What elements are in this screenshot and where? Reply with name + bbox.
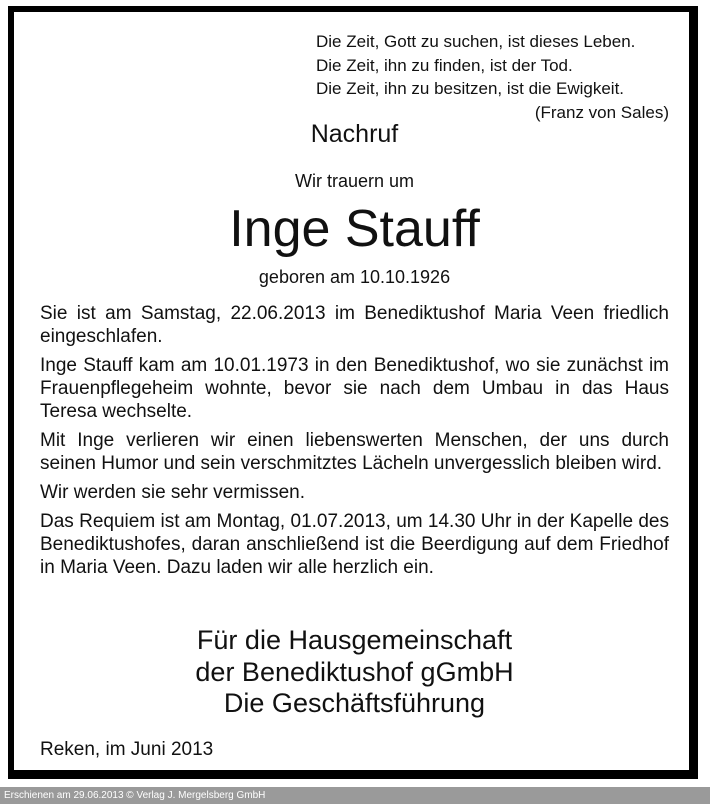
signature-block bbox=[40, 625, 669, 720]
paragraph: Mit Inge verlieren wir einen liebenswerten Menschen, der uns durch seinen Humor und sein verschmitztes Lächeln unvergesslich bleiben wird. bbox=[40, 430, 669, 474]
obituary-body bbox=[40, 302, 669, 585]
signature-line: Für die Hausgemeinschaft bbox=[196, 625, 513, 655]
epigraph-quote bbox=[316, 30, 669, 124]
quote-source: (Franz von Sales) bbox=[534, 102, 669, 122]
paragraph: Sie ist am Samstag, 22.06.2013 im Benediktushof Maria Veen friedlich eingeschlafen. bbox=[40, 303, 669, 347]
publication-footer: Erschienen am 29.06.2013 © Verlag J. Mergelsberg GmbH bbox=[0, 787, 710, 804]
quote-line: Die Zeit, Gott zu suchen, ist dieses Leben. bbox=[316, 32, 636, 51]
intro-text: Wir trauern um bbox=[294, 171, 415, 191]
heading: Nachruf bbox=[310, 120, 399, 148]
signature-line: Die Geschäftsführung bbox=[223, 688, 486, 718]
deceased-name: Inge Stauff bbox=[229, 200, 480, 258]
paragraph: Das Requiem ist am Montag, 01.07.2013, um 14.30 Uhr in der Kapelle des Benediktushofes, daran anschließend ist die Beerdigung auf dem Friedhof in Maria Veen. Dazu laden wir alle herzlich ein. bbox=[40, 511, 669, 578]
birth-date: geboren am 10.10.1926 bbox=[258, 267, 451, 287]
paragraph: Wir werden sie sehr vermissen. bbox=[40, 482, 306, 503]
signature-line: der Benediktushof gGmbH bbox=[195, 656, 514, 687]
quote-line: Die Zeit, ihn zu besitzen, ist die Ewigkeit. bbox=[316, 79, 625, 98]
place-date: Reken, im Juni 2013 bbox=[40, 739, 214, 760]
quote-line: Die Zeit, ihn zu finden, ist der Tod. bbox=[316, 55, 573, 75]
paragraph: Inge Stauff kam am 10.01.1973 in den Benediktushof, wo sie zunächst im Frauenpflegeheim wohnte, bevor sie nach dem Umbau in das Haus Teresa wechselte. bbox=[40, 355, 669, 422]
